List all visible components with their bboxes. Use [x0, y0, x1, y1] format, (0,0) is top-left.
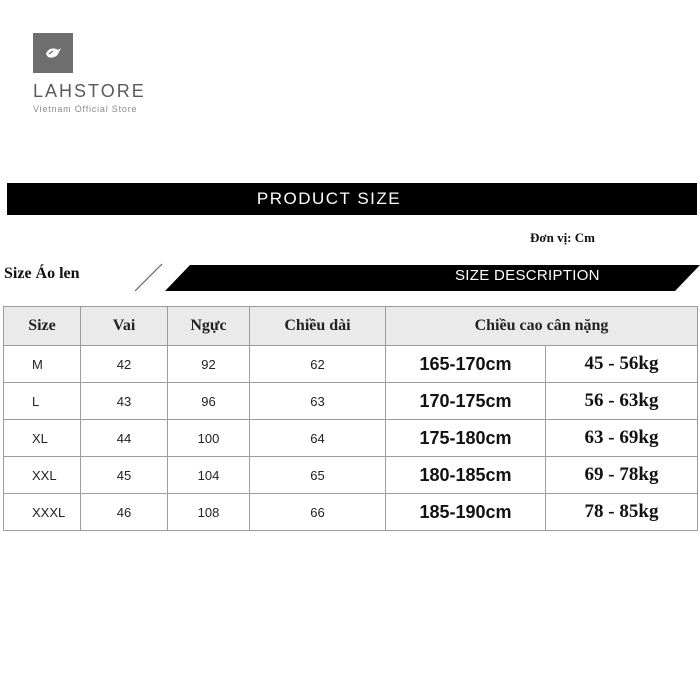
chieu-dai-cell: 65	[250, 457, 386, 494]
vai-cell: 43	[81, 383, 168, 420]
chieu-dai-cell: 62	[250, 346, 386, 383]
brand-name: LAHSTORE	[33, 81, 146, 101]
size-table	[3, 306, 698, 531]
vai-cell: 44	[81, 420, 168, 457]
nguc-cell: 92	[168, 346, 250, 383]
vai-cell: 45	[81, 457, 168, 494]
height-cell: 180-185cm	[386, 457, 546, 494]
size-cell: M	[4, 346, 81, 383]
chieu-dai-cell: 64	[250, 420, 386, 457]
header-vai: Vai	[81, 307, 168, 346]
height-cell: 165-170cm	[386, 346, 546, 383]
size-cell: XL	[4, 420, 81, 457]
header-size: Size	[4, 307, 81, 346]
bird-icon	[42, 42, 64, 64]
nguc-cell: 108	[168, 494, 250, 531]
nguc-cell: 100	[168, 420, 250, 457]
table-row	[4, 457, 698, 494]
brand-logo	[33, 33, 73, 73]
table-row	[4, 346, 698, 383]
size-description-bar	[135, 262, 700, 292]
vai-cell: 42	[81, 346, 168, 383]
vai-cell: 46	[81, 494, 168, 531]
weight-cell: 69 - 78kg	[546, 457, 698, 494]
header-chieu-cao-can-nang: Chiều cao cân nặng	[386, 307, 698, 346]
brand-tagline: Vietnam Official Store	[33, 104, 138, 114]
unit-label: Đơn vị: Cm	[530, 230, 595, 245]
size-description-title: SIZE DESCRIPTION	[455, 267, 600, 284]
weight-cell: 56 - 63kg	[546, 383, 698, 420]
height-cell: 185-190cm	[386, 494, 546, 531]
nguc-cell: 104	[168, 457, 250, 494]
table-row	[4, 383, 698, 420]
table-header-row	[4, 307, 698, 346]
height-cell: 175-180cm	[386, 420, 546, 457]
header-nguc: Ngực	[168, 307, 250, 346]
height-cell: 170-175cm	[386, 383, 546, 420]
description-bar-shape	[135, 262, 700, 292]
chieu-dai-cell: 66	[250, 494, 386, 531]
header-chieu-dai: Chiều dài	[250, 307, 386, 346]
product-size-banner	[7, 183, 697, 215]
size-cell: L	[4, 383, 81, 420]
weight-cell: 45 - 56kg	[546, 346, 698, 383]
size-cell: XXL	[4, 457, 81, 494]
size-cell: XXXL	[4, 494, 81, 531]
weight-cell: 63 - 69kg	[546, 420, 698, 457]
table-row	[4, 420, 698, 457]
chieu-dai-cell: 63	[250, 383, 386, 420]
nguc-cell: 96	[168, 383, 250, 420]
banner-title: PRODUCT SIZE	[256, 189, 402, 208]
section-label: Size Áo len	[4, 265, 80, 282]
table-row	[4, 494, 698, 531]
weight-cell: 78 - 85kg	[546, 494, 698, 531]
